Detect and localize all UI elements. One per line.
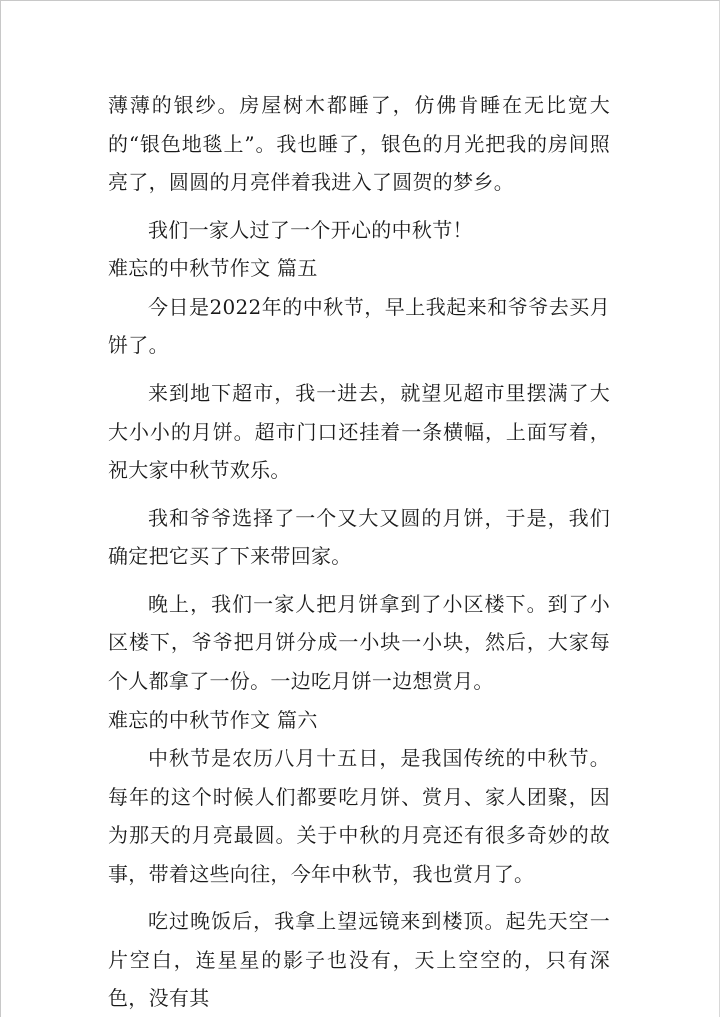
paragraph-continued: 薄薄的银纱。房屋树木都睡了，仿佛肯睡在无比宽大的“银色地毯上”。我也睡了，银色的月光把我的房间照亮了，圆圆的月亮伴着我进入了圆贺的梦乡。: [108, 93, 610, 194]
document-body: [108, 86, 610, 1027]
paragraph: 来到地下超市，我一进去，就望见超市里摆满了大大小小的月饼。超市门口还挂着一条横幅，上面写着，祝大家中秋节欢乐。: [108, 381, 610, 483]
paragraph: 晚上，我们一家人把月饼拿到了小区楼下。到了小区楼下，爷爷把月饼分成一小块一小块，然后，大家每个人都拿了一份。一边吃月饼一边想赏月。: [108, 591, 610, 693]
paragraph: 吃过晚饭后，我拿上望远镜来到楼顶。起先天空一片空白，连星星的影子也没有，天上空空的，只有深色，没有其: [108, 909, 610, 1011]
paragraph: 中秋节是农历八月十五日，是我国传统的中秋节。每年的这个时候人们都要吃月饼、赏月、家人团聚，因为那天的月亮最圆。关于中秋的月亮还有很多奇妙的故事，带着这些向往，今年中秋节，我也赏月了。: [108, 746, 610, 886]
paragraph: 我和爷爷选择了一个又大又圆的月饼，于是，我们确定把它买了下来带回家。: [108, 505, 610, 569]
paragraph: 我们一家人过了一个开心的中秋节！: [148, 217, 473, 242]
section-heading-5: 难忘的中秋节作文 篇五: [108, 256, 318, 281]
section-heading-6: 难忘的中秋节作文 篇六: [108, 707, 318, 732]
paragraph: 今日是2022年的中秋节，早上我起来和爷爷去买月饼了。: [108, 294, 610, 358]
